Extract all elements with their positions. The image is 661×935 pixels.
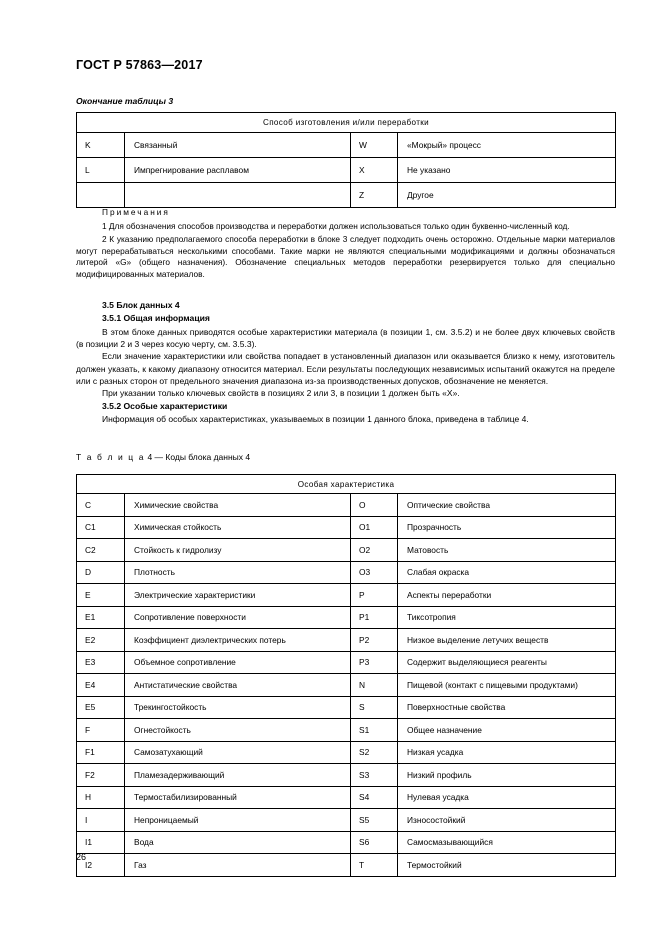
cell-desc-left: Химические свойства: [125, 494, 351, 517]
cell-code-right: P1: [351, 606, 398, 629]
cell-desc-left: Газ: [125, 854, 351, 877]
cell-code-left: I2: [77, 854, 125, 877]
cell-code-right: P3: [351, 651, 398, 674]
cell-desc-right: Самосмазывающийся: [398, 831, 616, 854]
table4-body: [77, 475, 616, 877]
cell-desc-left: Вода: [125, 831, 351, 854]
cell-desc-left: Стойкость к гидролизу: [125, 539, 351, 562]
cell-desc-left: Антистатические свойства: [125, 674, 351, 697]
cell-desc-right: Низкое выделение летучих веществ: [398, 629, 616, 652]
cell-code-left: E: [77, 584, 125, 607]
table4-caption: [76, 452, 250, 462]
cell-desc-right: Износостойкий: [398, 809, 616, 832]
table4: [76, 474, 615, 877]
table3-continuation-caption: Окончание таблицы 3: [76, 96, 174, 106]
table3-header-cell: Способ изготовления и/или переработки: [77, 113, 616, 133]
table-row: [77, 764, 616, 787]
cell-code-left: I: [77, 809, 125, 832]
cell-code-right: O1: [351, 516, 398, 539]
table-row: [77, 516, 616, 539]
cell-desc-left: Огнестойкость: [125, 719, 351, 742]
cell-code-right: T: [351, 854, 398, 877]
cell-desc-right: Низкий профиль: [398, 764, 616, 787]
cell-code-left: D: [77, 561, 125, 584]
standard-number-header: ГОСТ Р 57863—2017: [76, 58, 203, 72]
table-row: [77, 696, 616, 719]
cell-code-left: I1: [77, 831, 125, 854]
cell-desc-left: Связанный: [125, 133, 351, 158]
cell-code-right: P2: [351, 629, 398, 652]
table-row: [77, 561, 616, 584]
table4-grid: [76, 474, 616, 877]
cell-desc-left: Самозатухающий: [125, 741, 351, 764]
cell-desc-left: [125, 183, 351, 208]
table-row: [77, 539, 616, 562]
table-row: [77, 831, 616, 854]
cell-code-right: O2: [351, 539, 398, 562]
cell-desc-right: Пищевой (контакт с пищевыми продуктами): [398, 674, 616, 697]
cell-desc-right: Содержит выделяющиеся реагенты: [398, 651, 616, 674]
table-header-row: [77, 475, 616, 494]
cell-code-left: L: [77, 158, 125, 183]
paragraph-3-5-1-c: При указании только ключевых свойств в позициях 2 или 3, в позиции 1 должен быть «Х».: [102, 388, 460, 399]
table4-caption-text: 4 — Коды блока данных 4: [147, 452, 251, 462]
table-row: [77, 183, 616, 208]
cell-desc-right: Оптические свойства: [398, 494, 616, 517]
cell-code-left: H: [77, 786, 125, 809]
notes-block: [76, 207, 615, 282]
heading-3-5: 3.5 Блок данных 4: [102, 300, 180, 310]
cell-desc-left: Объемное сопротивление: [125, 651, 351, 674]
cell-code-right: Z: [351, 183, 398, 208]
cell-desc-right: Поверхностные свойства: [398, 696, 616, 719]
table4-header-cell: Особая характеристика: [77, 475, 616, 494]
cell-code-right: S: [351, 696, 398, 719]
cell-desc-left: Пламезадерживающий: [125, 764, 351, 787]
cell-code-right: P: [351, 584, 398, 607]
table-row: [77, 133, 616, 158]
cell-desc-left: Сопротивление поверхности: [125, 606, 351, 629]
table-row: [77, 809, 616, 832]
cell-code-right: S5: [351, 809, 398, 832]
cell-desc-left: Плотность: [125, 561, 351, 584]
cell-code-left: [77, 183, 125, 208]
cell-desc-left: Непроницаемый: [125, 809, 351, 832]
paragraph-3-5-1-a: В этом блоке данных приводятся особые характеристики материала (в позиции 1, см. 3.5.2) и не более двух ключевых свойств (в позиции 2 и 3 через косую черту, см. 3.5.3).: [76, 326, 615, 349]
cell-desc-left: Импрегнирование расплавом: [125, 158, 351, 183]
cell-code-left: F2: [77, 764, 125, 787]
cell-code-right: S1: [351, 719, 398, 742]
table-row: [77, 629, 616, 652]
section-3-5: [76, 299, 615, 425]
table-row: [77, 719, 616, 742]
table3-grid: [76, 112, 616, 208]
notes-title: Примечания: [102, 207, 170, 217]
cell-code-left: C2: [77, 539, 125, 562]
heading-3-5-1: 3.5.1 Общая информация: [102, 313, 210, 324]
cell-desc-right: «Мокрый» процесс: [398, 133, 616, 158]
cell-desc-right: Нулевая усадка: [398, 786, 616, 809]
note-item-1: 1 Для обозначения способов производства и переработки должен использоваться только один буквенно-численный код.: [102, 220, 570, 231]
cell-desc-right: Общее назначение: [398, 719, 616, 742]
cell-desc-right: Слабая окраска: [398, 561, 616, 584]
cell-code-right: S4: [351, 786, 398, 809]
cell-code-right: O3: [351, 561, 398, 584]
cell-desc-right: Тиксотропия: [398, 606, 616, 629]
cell-desc-left: Коэффициент диэлектрических потерь: [125, 629, 351, 652]
cell-desc-right: Аспекты переработки: [398, 584, 616, 607]
cell-code-left: F: [77, 719, 125, 742]
cell-desc-right: Прозрачность: [398, 516, 616, 539]
page-number: 26: [76, 852, 87, 862]
cell-code-left: C1: [77, 516, 125, 539]
paragraph-3-5-1-b: Если значение характеристики или свойства попадает в установленный диапазон или оказывается близко к нему, изготовитель должен указать, к какому диапазону относится материал. Если результаты последующих независимых испытаний окажутся на пределе или с разных сторон от предельного значения диапазона из-за производственных допусков, обозначение не меняется.: [76, 351, 615, 386]
cell-desc-left: Химическая стойкость: [125, 516, 351, 539]
cell-code-left: E1: [77, 606, 125, 629]
cell-code-left: E3: [77, 651, 125, 674]
table4-caption-label: Т а б л и ц а: [76, 452, 146, 462]
table3-continuation: [76, 112, 615, 208]
cell-code-right: W: [351, 133, 398, 158]
cell-code-left: K: [77, 133, 125, 158]
table-row: [77, 158, 616, 183]
table-row: [77, 786, 616, 809]
cell-desc-right: Не указано: [398, 158, 616, 183]
table-row: [77, 741, 616, 764]
paragraph-3-5-2-a: Информация об особых характеристиках, указываемых в позиции 1 данного блока, приведена в таблице 4.: [102, 413, 529, 424]
cell-code-right: N: [351, 674, 398, 697]
cell-code-left: E4: [77, 674, 125, 697]
cell-desc-right: Низкая усадка: [398, 741, 616, 764]
table-row: [77, 651, 616, 674]
table-row: [77, 584, 616, 607]
cell-code-left: C: [77, 494, 125, 517]
cell-desc-right: Термостойкий: [398, 854, 616, 877]
heading-3-5-2: 3.5.2 Особые характеристики: [102, 400, 228, 411]
cell-code-right: X: [351, 158, 398, 183]
cell-desc-left: Трекингостойкость: [125, 696, 351, 719]
cell-desc-left: Электрические характеристики: [125, 584, 351, 607]
cell-code-right: O: [351, 494, 398, 517]
note-item-2: 2 К указанию предполагаемого способа переработки в блоке 3 следует подходить очень осторожно. Отдельные марки материалов могут перерабатываться несколькими способами. Такие марки не являются специальными модификациями и должны обозначаться литерой «G» (общего назначения). Обозначение специальных методов переработки резервируется только для специально модифицированных материалов.: [76, 233, 615, 280]
cell-code-left: E5: [77, 696, 125, 719]
table-row: [77, 606, 616, 629]
cell-code-left: F1: [77, 741, 125, 764]
cell-code-right: S6: [351, 831, 398, 854]
cell-code-right: S2: [351, 741, 398, 764]
cell-desc-right: Другое: [398, 183, 616, 208]
table-row: [77, 854, 616, 877]
cell-desc-left: Термостабилизированный: [125, 786, 351, 809]
cell-code-right: S3: [351, 764, 398, 787]
table-row: [77, 674, 616, 697]
table-row: [77, 494, 616, 517]
cell-code-left: E2: [77, 629, 125, 652]
cell-desc-right: Матовость: [398, 539, 616, 562]
table-header-row: [77, 113, 616, 133]
